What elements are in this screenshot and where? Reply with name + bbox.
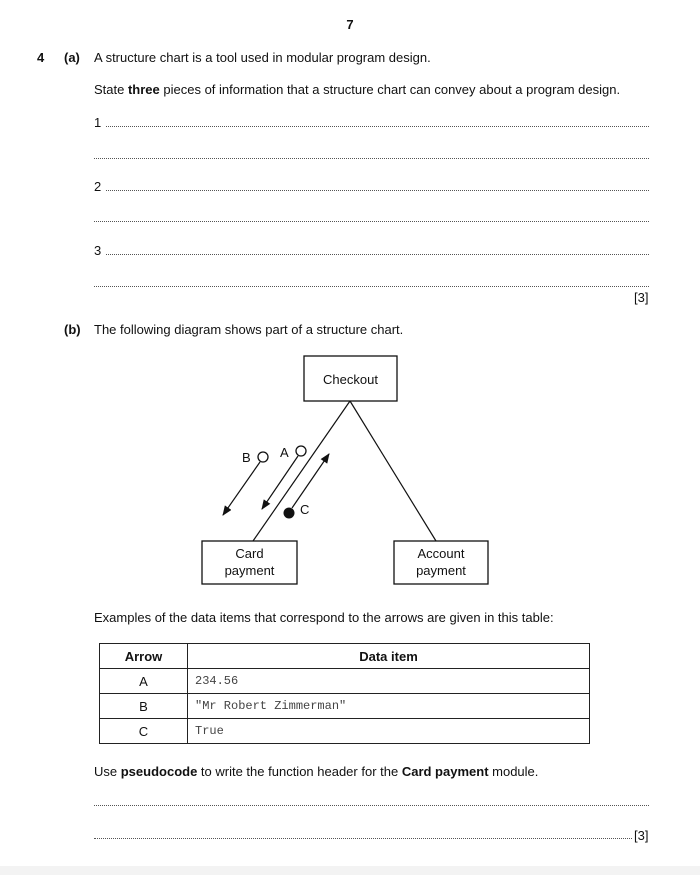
- data-couple-a-circle: [296, 446, 306, 456]
- part-b-marks: [3]: [634, 828, 649, 843]
- instruction-text: module.: [488, 764, 539, 779]
- part-a-intro: A structure chart is a tool used in modular program design.: [94, 50, 431, 65]
- instruction-emphasis: pseudocode: [120, 764, 198, 779]
- arrow-label-b: B: [242, 450, 251, 465]
- data-item-cell: 234.56: [188, 669, 590, 694]
- control-flag-c-circle: [284, 508, 295, 519]
- table-row: [100, 719, 590, 744]
- arrow-label-a: A: [280, 445, 289, 460]
- data-couple-b-arrow: [223, 462, 260, 515]
- table-intro: Examples of the data items that correspond to the arrows are given in this table:: [94, 610, 554, 625]
- card-payment-label-line2: payment: [224, 563, 275, 578]
- data-couple-b-circle: [258, 452, 268, 462]
- account-payment-label-line2: payment: [416, 563, 466, 578]
- data-items-table: [99, 643, 590, 744]
- column-header-arrow: Arrow: [100, 644, 188, 669]
- table-header-row: [100, 644, 590, 669]
- arrow-label-c: C: [300, 502, 310, 517]
- instruction-text: pieces of information that a structure chart can convey about a program design.: [159, 82, 621, 97]
- table-row: [100, 669, 590, 694]
- answer-number-3: 3: [94, 243, 102, 258]
- instruction-text: to write the function header for the: [197, 764, 402, 779]
- control-flag-c-arrow: [292, 454, 329, 508]
- card-payment-label-line1: Card: [235, 546, 264, 561]
- data-item-cell: "Mr Robert Zimmerman": [188, 694, 590, 719]
- instruction-text: State: [94, 82, 128, 97]
- instruction-emphasis: Card payment: [401, 764, 489, 779]
- table-row: [100, 694, 590, 719]
- data-item-cell: True: [188, 719, 590, 744]
- answer-line[interactable]: [94, 838, 632, 839]
- answer-line[interactable]: [94, 805, 649, 806]
- part-b-intro: The following diagram shows part of a structure chart.: [94, 322, 404, 337]
- column-header-data-item: Data item: [188, 644, 590, 669]
- arrow-cell: C: [100, 719, 188, 744]
- part-a-marks: [3]: [634, 290, 649, 305]
- connector-line-left: [253, 401, 350, 541]
- account-payment-label-line1: Account: [417, 546, 465, 561]
- instruction-emphasis: three: [127, 82, 160, 97]
- page-footer-band: [0, 866, 700, 875]
- part-b-instruction: [94, 764, 538, 779]
- checkout-module-label: Checkout: [323, 372, 378, 387]
- part-a-label: (a): [64, 50, 80, 65]
- answer-number-2: 2: [94, 179, 102, 194]
- arrow-cell: B: [100, 694, 188, 719]
- answer-number-1: 1: [94, 115, 102, 130]
- arrow-cell: A: [100, 669, 188, 694]
- page-number: 7: [346, 17, 354, 32]
- question-number: 4: [37, 50, 45, 65]
- connector-line-right: [350, 401, 436, 541]
- part-b-label: (b): [64, 322, 81, 337]
- instruction-text: Use: [94, 764, 121, 779]
